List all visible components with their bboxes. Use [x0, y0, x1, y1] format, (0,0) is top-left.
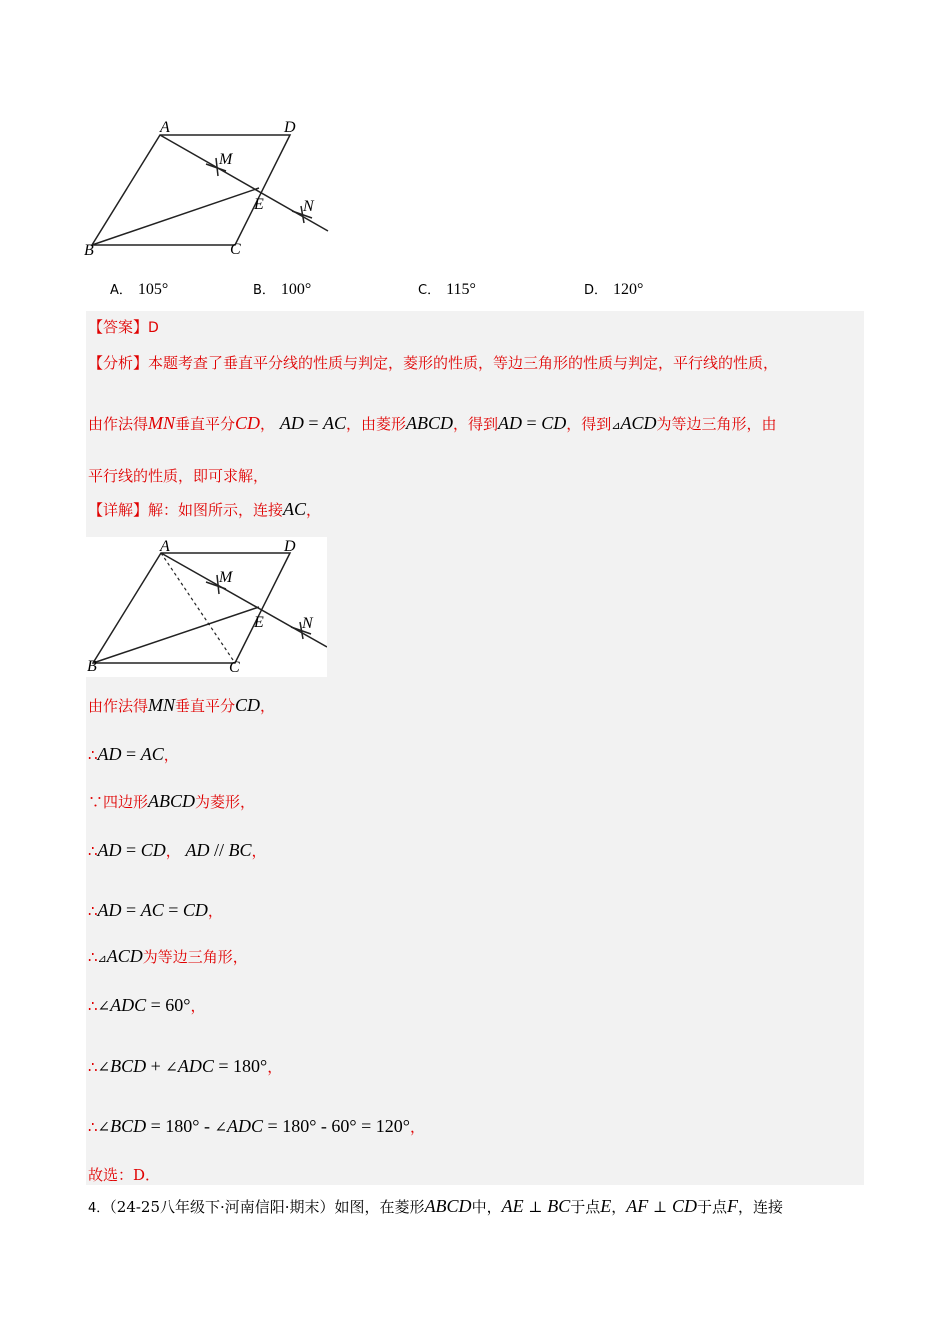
step-5: ∴AD = AC = CD， — [88, 900, 223, 920]
step-6: ∴⊿ACD为等边三角形， — [88, 946, 248, 966]
detail-line: 【详解】解：如图所示，连接AC， — [88, 499, 322, 519]
step-2: ∴AD = AC， — [88, 744, 179, 764]
conclusion: 故选：D． — [88, 1166, 161, 1184]
step-4: ∴AD = CD， AD // BC， — [88, 840, 267, 860]
rhombus-figure-top — [80, 115, 340, 265]
analysis-line-1: 【分析】本题考查了垂直平分线的性质与判定，菱形的性质，等边三角形的性质与判定，平行线的性质， — [88, 354, 779, 372]
line-b-e — [92, 188, 259, 245]
analysis-line-2: 由作法得MN垂直平分CD， AD = AC，由菱形ABCD，得到AD = CD，得到⊿ACD为等边三角形，由 — [88, 413, 777, 433]
step-7: ∴∠ADC = 60°， — [88, 995, 206, 1015]
label-c: C — [230, 241, 241, 258]
arc-m-2 — [216, 158, 218, 176]
parallelogram-abcd — [92, 135, 290, 245]
label-e: E — [254, 614, 264, 631]
step-9: ∴∠BCD = 180° - ∠ADC = 180° - 60° = 120°， — [88, 1116, 425, 1136]
label-n: N — [302, 615, 313, 632]
label-m: M — [219, 151, 233, 168]
label-d: D — [284, 538, 296, 555]
label-c: C — [229, 659, 240, 676]
label-d: D — [284, 119, 296, 136]
analysis-line-3: 平行线的性质，即可求解， — [88, 467, 269, 485]
solution-panel — [86, 311, 864, 1185]
answer-line: 【答案】D — [88, 318, 159, 336]
label-b: B — [87, 658, 97, 675]
rhombus-figure-detail — [86, 537, 327, 677]
label-a: A — [160, 119, 170, 136]
label-b: B — [84, 242, 94, 259]
option-b[interactable]: B． 100° — [253, 281, 312, 298]
label-n: N — [303, 198, 314, 215]
option-d[interactable]: D． 120° — [584, 281, 644, 298]
label-a: A — [160, 538, 170, 555]
step-1: 由作法得MN垂直平分CD， — [88, 695, 276, 715]
label-e: E — [254, 196, 264, 213]
option-c[interactable]: C． 115° — [418, 281, 476, 298]
option-a[interactable]: A． 105° — [110, 281, 169, 298]
step-3: ∵四边形ABCD为菱形， — [88, 791, 256, 811]
label-m: M — [219, 569, 233, 586]
question-4: 4．（24-25八年级下·河南信阳·期末）如图，在菱形ABCD中，AE ⊥ BC于点E，AF ⊥ CD于点F，连接 — [88, 1196, 783, 1216]
step-8: ∴∠BCD + ∠ADC = 180°， — [88, 1056, 283, 1076]
